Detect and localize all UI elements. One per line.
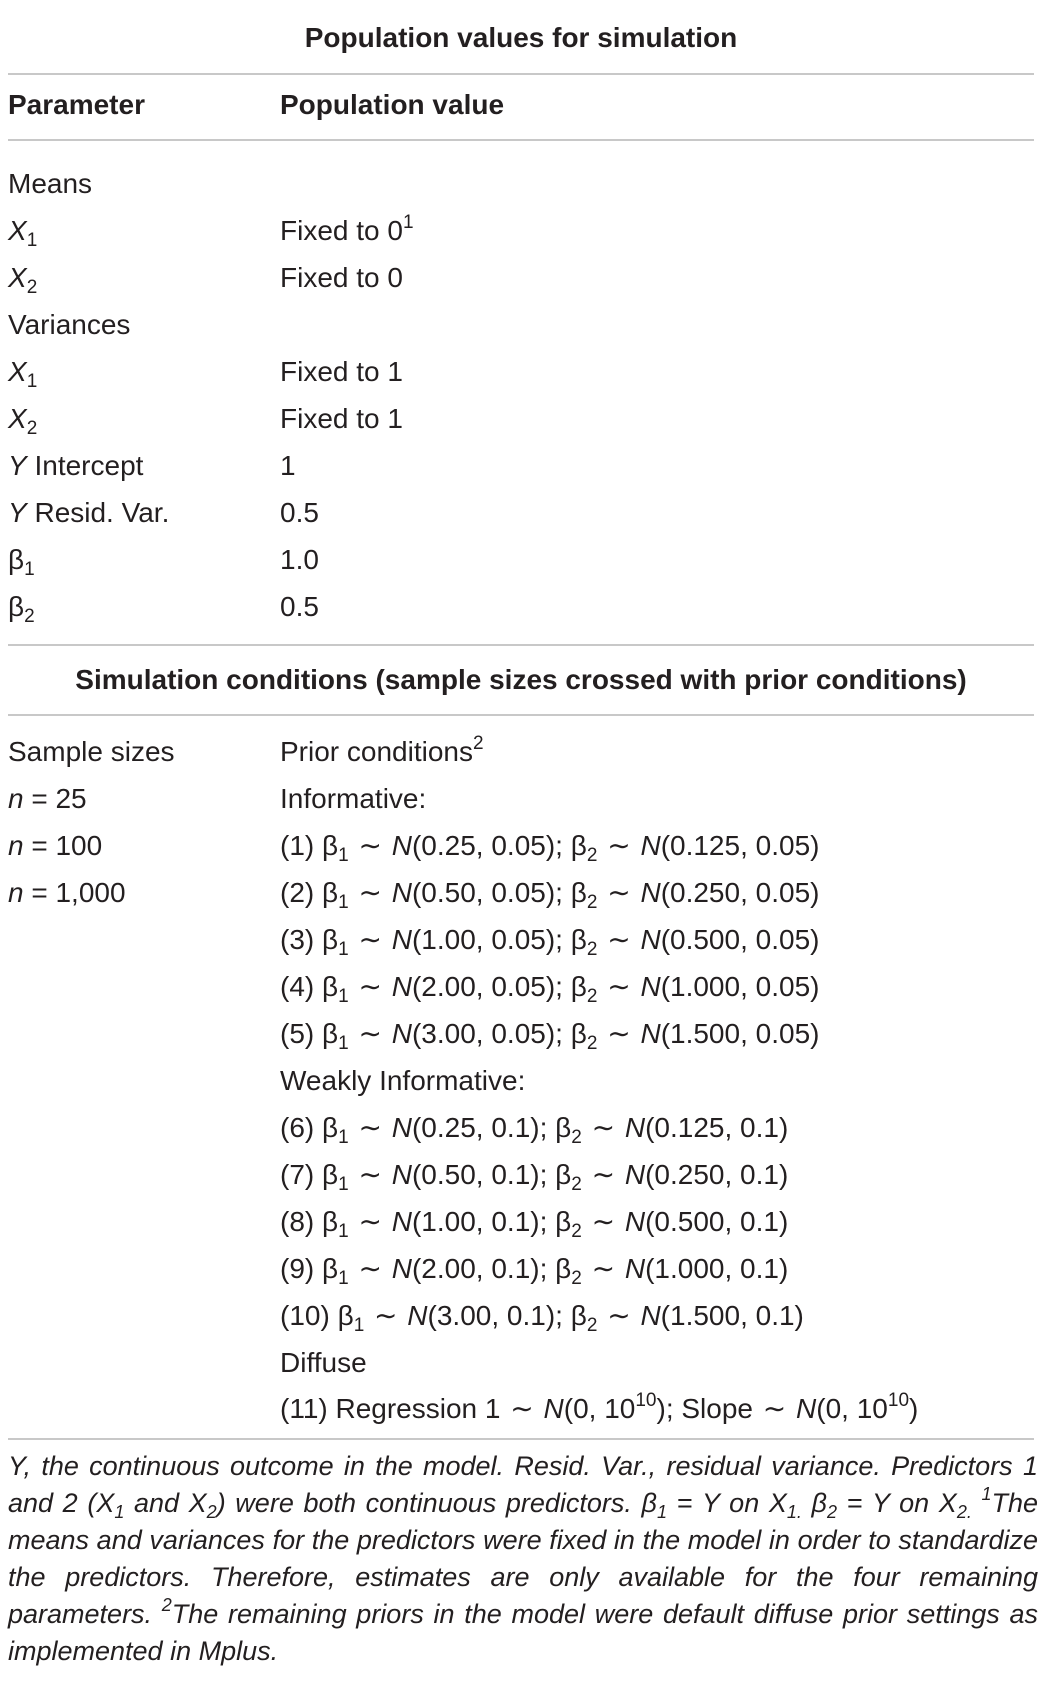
prior-condition: (7) $\beta_1$ ∼ N(0.50, 0.1); $\beta_2$ ∼ N(0.250, 0.1)	[280, 1159, 789, 1195]
divider	[8, 139, 1034, 141]
table-row	[0, 1104, 1042, 1151]
row-label: Y Resid. Var.	[8, 497, 170, 528]
table-row	[0, 916, 1042, 963]
prior-group-label: Diffuse	[280, 1347, 367, 1378]
table-row	[0, 1010, 1042, 1057]
table-row	[0, 395, 1042, 442]
table-row	[0, 1151, 1042, 1198]
column-label-sample-sizes: Sample sizes	[8, 736, 175, 767]
divider	[8, 73, 1034, 75]
divider	[8, 714, 1034, 716]
row-value: Fixed to 1	[280, 403, 403, 434]
row-label: $\beta_2$	[8, 591, 35, 627]
table-row	[0, 160, 1042, 207]
column-header-parameter: Parameter	[8, 89, 145, 120]
table-row	[0, 489, 1042, 536]
sample-size: n = 25	[8, 783, 87, 814]
table-row	[0, 1339, 1042, 1386]
table-row	[0, 1292, 1042, 1339]
sample-size: n = 100	[8, 830, 103, 861]
row-label: $\beta_1$	[8, 544, 35, 580]
table-row	[0, 728, 1042, 775]
table-footnote: Y, the continuous outcome in the model. Resid. Var., residual variance. Predictors 1 and 2 ($X_1$ and $X_2$) were both continuous predictors. $\beta_1 = Y$ on $X_{1.}$ $\beta_2 = Y$ on $X_{2.}$ $^1$The means and variances for the predictors were fixed in the model in order to standardize the predictors. Therefore, estimates are only available for the four remaining parameters. $^2$The remaining priors in the model were default diffuse prior settings as implemented in Mplus.	[8, 1451, 1039, 1666]
row-label: Y Intercept	[8, 450, 144, 481]
table-row	[0, 348, 1042, 395]
row-label: Variances	[8, 309, 131, 340]
row-value: Fixed to $0^1$	[280, 212, 414, 246]
table-row	[0, 1198, 1042, 1245]
prior-condition: (3) $\beta_1$ ∼ N(1.00, 0.05); $\beta_2$ ∼ N(0.500, 0.05)	[280, 924, 820, 960]
prior-group-label: Weakly Informative:	[280, 1065, 526, 1096]
table-row	[0, 442, 1042, 489]
prior-condition: (10) $\beta_1$ ∼ N(3.00, 0.1); $\beta_2$ ∼ N(1.500, 0.1)	[280, 1300, 804, 1336]
table-row	[0, 869, 1042, 916]
row-value: 0.5	[280, 591, 319, 622]
section-title-population: Population values for simulation	[304, 22, 738, 53]
prior-group-label: Informative:	[280, 783, 427, 814]
section-title-simulation: Simulation conditions (sample sizes crossed with prior conditions)	[75, 664, 967, 695]
table-row	[0, 207, 1042, 254]
prior-condition: (1) $\beta_1$ ∼ N(0.25, 0.05); $\beta_2$ ∼ N(0.125, 0.05)	[280, 830, 820, 866]
table-row	[0, 963, 1042, 1010]
prior-condition: (6) $\beta_1$ ∼ N(0.25, 0.1); $\beta_2$ ∼ N(0.125, 0.1)	[280, 1112, 789, 1148]
row-label: $X_2$	[8, 403, 38, 439]
column-label-prior-conditions: Prior conditions$^2$	[280, 733, 484, 767]
prior-condition: (5) $\beta_1$ ∼ N(3.00, 0.05); $\beta_2$ ∼ N(1.500, 0.05)	[280, 1018, 820, 1054]
table-row	[0, 822, 1042, 869]
row-label: $X_2$	[8, 262, 38, 298]
row-value: 1	[280, 450, 296, 481]
row-value: 1.0	[280, 544, 319, 575]
table-row	[0, 1057, 1042, 1104]
prior-condition: (8) $\beta_1$ ∼ N(1.00, 0.1); $\beta_2$ ∼ N(0.500, 0.1)	[280, 1206, 789, 1242]
row-value: Fixed to 0	[280, 262, 403, 293]
table-row	[0, 775, 1042, 822]
table-row	[0, 1245, 1042, 1292]
prior-condition: (9) $\beta_1$ ∼ N(2.00, 0.1); $\beta_2$ ∼ N(1.000, 0.1)	[280, 1253, 789, 1289]
row-label: Means	[8, 168, 93, 199]
table-row	[0, 1385, 1042, 1432]
prior-condition: (4) $\beta_1$ ∼ N(2.00, 0.05); $\beta_2$ ∼ N(1.000, 0.05)	[280, 971, 820, 1007]
column-header-population-value: Population value	[280, 89, 505, 120]
table-row	[0, 583, 1042, 630]
table-row	[0, 301, 1042, 348]
divider	[8, 1438, 1034, 1440]
row-label: $X_1$	[8, 215, 38, 251]
prior-condition: (2) $\beta_1$ ∼ N(0.50, 0.05); $\beta_2$ ∼ N(0.250, 0.05)	[280, 877, 820, 913]
row-value: 0.5	[280, 497, 319, 528]
divider	[8, 644, 1034, 646]
prior-condition: (11) Regression 1 ∼ N(0, $10^{10}$); Slope ∼ N(0, $10^{10}$)	[280, 1390, 919, 1424]
sample-size: n = 1,000	[8, 877, 126, 908]
table-row	[0, 254, 1042, 301]
table-row	[0, 536, 1042, 583]
row-value: Fixed to 1	[280, 356, 403, 387]
row-label: $X_1$	[8, 356, 38, 392]
